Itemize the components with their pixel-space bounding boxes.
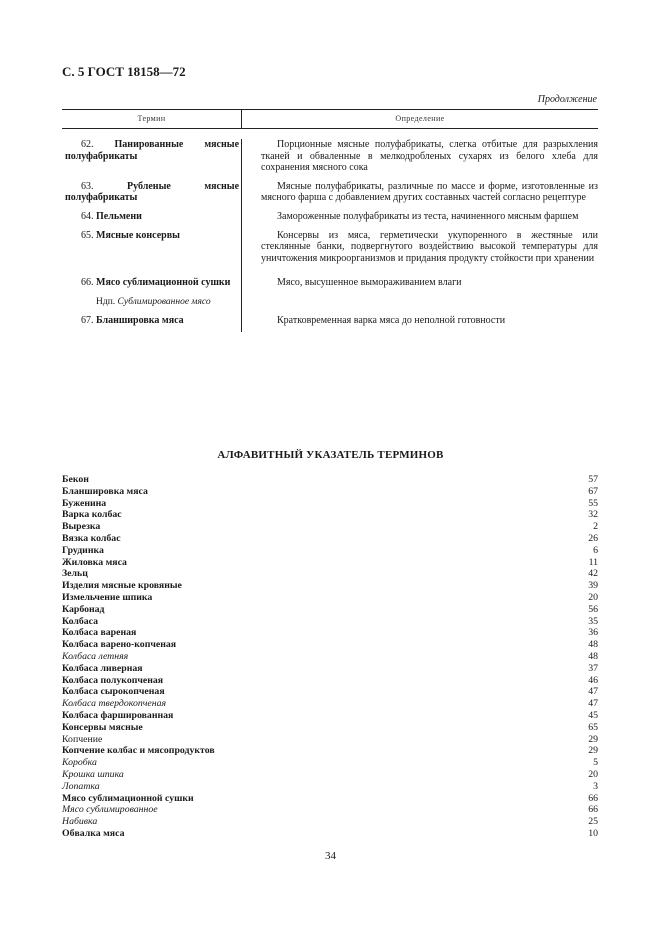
index-term: Вырезка [62,521,101,533]
definition-cell [241,277,598,289]
definition-text: Мясо, высушенное вымораживанием влаги [277,277,462,289]
index-row [62,804,598,816]
index-row [62,769,598,781]
index-term: Зельц [62,568,88,580]
index-number: 67 [588,485,598,497]
index-number: 29 [588,733,598,745]
index-number: 6 [593,544,598,556]
index-number: 29 [588,745,598,757]
deprecated-term [62,297,241,309]
index-number: 11 [588,556,598,568]
definition-cell [241,139,598,174]
table-row [62,211,598,223]
index-number: 10 [588,827,598,839]
index-row [62,509,598,521]
term-cell [62,277,241,289]
index-number: 55 [588,497,598,509]
index-term: Варка колбас [62,509,122,521]
index-term: Набивка [62,816,98,828]
table-header [62,109,598,129]
index-row [62,781,598,793]
index-term: Мясо сублимационной сушки [62,792,194,804]
index-number: 25 [588,816,598,828]
term-number: 66. [81,277,94,289]
index-number: 45 [588,709,598,721]
index-number: 26 [588,532,598,544]
index-term: Колбаса летняя [62,650,129,662]
index-row [62,627,598,639]
column-header-definition: Определение [241,110,598,128]
index-row [62,745,598,757]
term-cell [62,211,241,223]
index-number: 47 [588,698,598,710]
index-number: 48 [588,639,598,651]
index-term: Жиловка мяса [62,556,127,568]
term-cell [62,315,241,327]
index-term: Буженина [62,497,107,509]
index-row [62,686,598,698]
table-row [62,297,598,309]
index-term: Карбонад [62,603,105,615]
index-term: Вязка колбас [62,532,121,544]
index-number: 5 [593,757,598,769]
ndp-term: Сублимированное мясо [117,296,211,307]
index-term: Бекон [62,474,89,485]
column-divider [241,139,242,332]
index-number: 56 [588,603,598,615]
index-row [62,793,598,805]
table-row [62,181,598,204]
index-number: 66 [588,804,598,816]
term-cell [62,230,241,265]
index-row [62,474,598,486]
column-header-term: Термин [137,114,166,124]
index-row [62,757,598,769]
index-row [62,498,598,510]
index-row [62,722,598,734]
definition-cell [241,211,598,223]
index-row [62,521,598,533]
index-title: АЛФАВИТНЫЙ УКАЗАТЕЛЬ ТЕРМИНОВ [217,449,444,461]
index-row [62,828,598,840]
index-row [62,545,598,557]
term-number: 64. [81,210,94,222]
index-row [62,557,598,569]
index-term: Обвалка мяса [62,827,125,839]
term-number: 65. [81,229,94,241]
index-row [62,675,598,687]
index-row [62,568,598,580]
term-number: 63. [81,180,94,192]
term-name: Мясные консервы [96,229,180,241]
index-term: Коробка [62,757,97,769]
index-row [62,580,598,592]
index-number: 20 [588,591,598,603]
definition-cell [241,181,598,204]
index-row [62,816,598,828]
index-term: Крошка шпика [62,768,124,780]
index-term: Бланшировка мяса [62,485,148,497]
ndp-label: Ндп. [96,296,116,307]
definition-text: Консервы из мяса, герметически укупоренного в жестяные или стеклянные банки, подвергнутого воздействию высокой температуры для уничтожения микроорганизмов и придания продукту стойкости при хранении [261,229,598,264]
definition-text: Порционные мясные полуфабрикаты, слегка отбитые для разрыхления тканей и обваленные в мелкодробленых сухарях из белого хлеба для сохранения мясного сока [261,139,598,174]
index-row [62,486,598,498]
index-row [62,639,598,651]
index-number: 48 [588,650,598,662]
index-row [62,604,598,616]
index-term: Измельчение шпика [62,591,153,603]
table-row [62,139,598,174]
index-number: 39 [588,580,598,592]
definition-cell [241,315,598,327]
definition-text: Мясные полуфабрикаты, различные по массе и форме, изготовленные из мясного фарша с добавлением других составных частей согласно рецептуре [261,180,598,204]
index-term: Лопатка [62,780,100,792]
index-term: Колбаса ливерная [62,662,143,674]
index-number: 32 [588,509,598,521]
index-term: Изделия мясные кровяные [62,580,182,592]
terms-table [62,109,598,332]
index-row [62,698,598,710]
index-row [62,734,598,746]
index-row [62,663,598,675]
index-term: Мясо сублимированное [62,804,158,816]
table-row [62,315,598,333]
index-term: Колбаса фаршированная [62,709,174,721]
definition-text: Замороженные полуфабрикаты из теста, начиненного мясным фаршем [277,210,579,222]
table-row [62,230,598,265]
index-number: 36 [588,627,598,639]
index-term: Колбаса твердокопченая [62,698,167,710]
index-row [62,651,598,663]
term-name: Пельмени [96,210,142,222]
index-term: Колбаса полукопченая [62,674,164,686]
index-number: 65 [588,721,598,733]
index-number: 66 [588,792,598,804]
index-number: 37 [588,662,598,674]
term-name: Панированные мясные полуфабрикаты [65,139,240,162]
alphabetical-index [62,474,598,840]
table-body [62,139,598,332]
term-number: 62. [81,139,94,150]
definition-cell [241,230,598,265]
term-cell [62,139,241,174]
term-cell [62,181,241,204]
index-term: Колбаса сырокопченая [62,686,165,698]
index-term: Копчение [62,733,103,745]
term-name: Бланшировка мяса [96,314,184,326]
page-number: 34 [325,850,336,862]
table-row [62,277,598,289]
index-term: Колбаса вареная [62,627,137,639]
index-row [62,616,598,628]
index-row [62,533,598,545]
term-number: 67. [81,314,94,326]
index-number: 57 [588,474,598,485]
continuation-label: Продолжение [537,94,597,105]
index-term: Копчение колбас и мясопродуктов [62,745,215,757]
term-name: Рубленые мясные полуфабрикаты [65,180,240,204]
index-term: Колбаса [62,615,99,627]
index-term: Грудинка [62,544,104,556]
index-row [62,592,598,604]
index-number: 2 [593,521,598,533]
index-number: 3 [593,780,598,792]
index-row [62,710,598,722]
index-number: 47 [588,686,598,698]
index-number: 20 [588,768,598,780]
index-term: Колбаса варено-копченая [62,639,177,651]
index-number: 42 [588,568,598,580]
page-header: С. 5 ГОСТ 18158—72 [62,64,186,79]
definition-text: Кратковременная варка мяса до неполной готовности [277,314,506,326]
index-term: Консервы мясные [62,721,143,733]
term-name: Мясо сублимационной сушки [96,277,231,289]
index-number: 35 [588,615,598,627]
index-number: 46 [588,674,598,686]
